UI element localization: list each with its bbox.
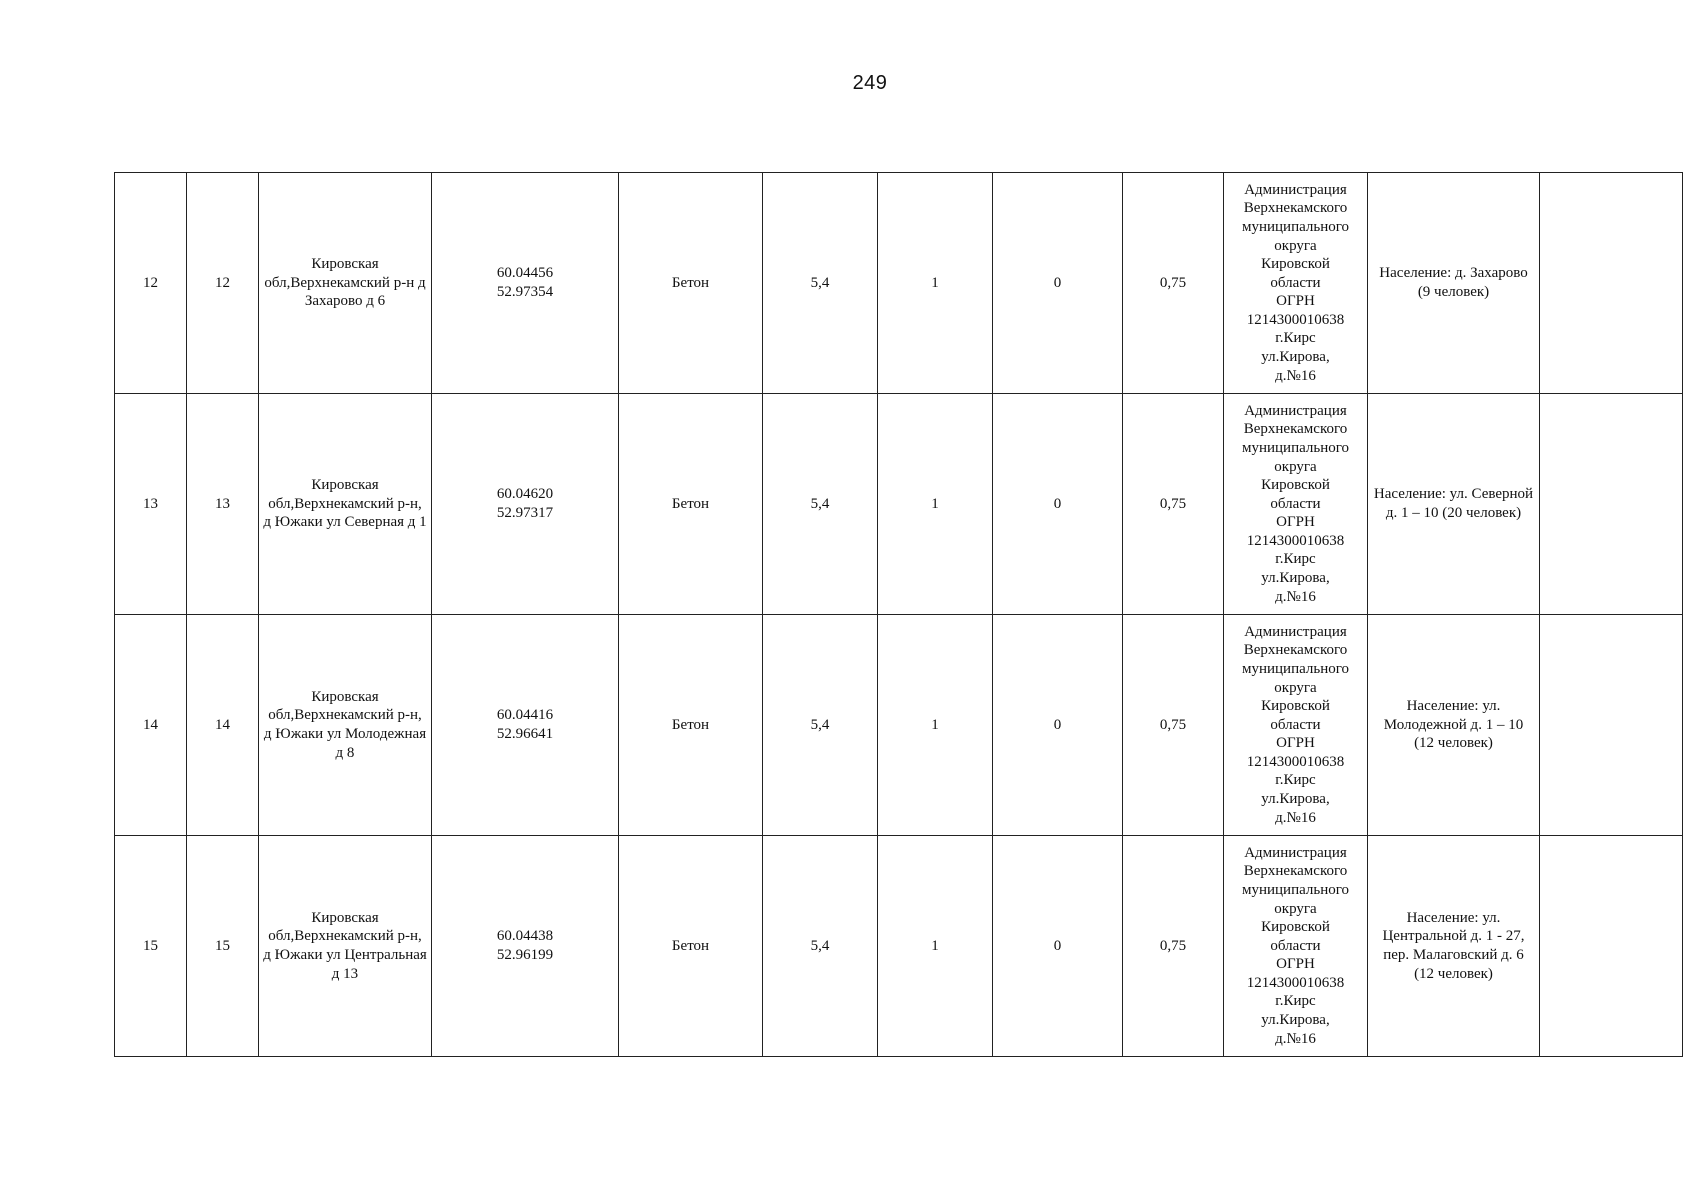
registry-number-cell: 14 [187,615,259,836]
area-cell: 5,4 [763,615,878,836]
row-number-cell: 15 [115,836,187,1057]
latitude: 60.04620 [496,486,554,503]
owner-line: Администрация [1244,844,1347,861]
planned-containers-cell: 0 [993,836,1123,1057]
registry-number-cell: 13 [187,394,259,615]
owner-line: округа [1274,679,1317,696]
coordinates-cell [432,615,619,836]
address-cell: Кировская обл,Верхнекамский р-н д Захарово д 6 [259,173,432,394]
owner-line: Верхнекамского [1243,642,1348,659]
longitude: 52.96199 [496,947,554,963]
owner-line: 1214300010638 [1246,753,1345,770]
owner-line: ул.Кирова, [1261,791,1330,808]
longitude: 52.97354 [496,284,554,300]
owner-line: муниципального [1241,660,1350,677]
planned-containers-cell: 0 [993,173,1123,394]
owner-line: Администрация [1244,181,1347,198]
owner-line: Верхнекамского [1243,421,1348,438]
row-number-cell: 14 [115,615,187,836]
latitude: 60.04438 [496,928,554,945]
planned-containers-cell: 0 [993,394,1123,615]
owner-line: Администрация [1244,623,1347,640]
owner-line: Верхнекамского [1243,200,1348,217]
longitude: 52.97317 [496,505,554,521]
volume-cell: 0,75 [1123,836,1224,1057]
latitude: 60.04416 [496,707,554,724]
owner-cell [1224,836,1368,1057]
owner-cell [1224,615,1368,836]
waste-sources-cell: Население: ул. Северной д. 1 – 10 (20 человек) [1368,394,1540,615]
address-cell: Кировская обл,Верхнекамский р-н, д Южаки ул Молодежная д 8 [259,615,432,836]
row-number-cell: 12 [115,173,187,394]
owner-line: области [1270,937,1321,954]
longitude: 52.96641 [496,726,554,742]
owner-line: Кировской [1261,698,1330,715]
containers-cell: 1 [878,615,993,836]
owner-line: ул.Кирова, [1261,570,1330,587]
surface-cell: Бетон [619,173,763,394]
waste-sources-cell: Население: д. Захарово (9 человек) [1368,173,1540,394]
notes-cell [1540,173,1683,394]
notes-cell [1540,394,1683,615]
owner-line: области [1270,495,1321,512]
containers-cell: 1 [878,394,993,615]
registry-number-cell: 12 [187,173,259,394]
owner-line: 1214300010638 [1246,311,1345,328]
planned-containers-cell: 0 [993,615,1123,836]
row-number-cell: 13 [115,394,187,615]
owner-line: округа [1274,458,1317,475]
table-row [115,394,1683,615]
owner-line: г.Кирс [1275,330,1316,347]
owner-cell [1224,394,1368,615]
containers-cell: 1 [878,173,993,394]
address-cell: Кировская обл,Верхнекамский р-н, д Южаки ул Северная д 1 [259,394,432,615]
page-number: 249 [852,72,888,94]
notes-cell [1540,615,1683,836]
owner-line: г.Кирс [1275,551,1316,568]
surface-cell: Бетон [619,615,763,836]
owner-line: области [1270,716,1321,733]
table-row [115,173,1683,394]
owner-line: Верхнекамского [1243,863,1348,880]
coordinates-cell [432,173,619,394]
containers-cell: 1 [878,836,993,1057]
owner-line: Кировской [1261,256,1330,273]
notes-cell [1540,836,1683,1057]
area-cell: 5,4 [763,173,878,394]
owner-line: 1214300010638 [1246,532,1345,549]
owner-line: 1214300010638 [1246,974,1345,991]
owner-line: ОГРН [1276,956,1315,973]
table-row [115,836,1683,1057]
owner-line: Кировской [1261,477,1330,494]
owner-line: д.№16 [1275,1030,1316,1047]
volume-cell: 0,75 [1123,173,1224,394]
owner-line: д.№16 [1275,809,1316,826]
owner-line: г.Кирс [1275,993,1316,1010]
owner-line: ул.Кирова, [1261,1012,1330,1029]
waste-sources-cell: Население: ул. Молодежной д. 1 – 10 (12 человек) [1368,615,1540,836]
coordinates-cell [432,836,619,1057]
owner-line: муниципального [1241,881,1350,898]
owner-line: ОГРН [1276,293,1315,310]
owner-line: Администрация [1244,402,1347,419]
owner-line: муниципального [1241,439,1350,456]
surface-cell: Бетон [619,836,763,1057]
volume-cell: 0,75 [1123,615,1224,836]
owner-line: области [1270,274,1321,291]
table-row [115,615,1683,836]
waste-sources-cell: Население: ул. Центральной д. 1 - 27, пер. Малаговский д. 6 (12 человек) [1368,836,1540,1057]
surface-cell: Бетон [619,394,763,615]
owner-line: округа [1274,237,1317,254]
owner-cell [1224,173,1368,394]
owner-line: д.№16 [1275,367,1316,384]
owner-line: ОГРН [1276,735,1315,752]
owner-line: ОГРН [1276,514,1315,531]
owner-line: Кировской [1261,919,1330,936]
owner-line: ул.Кирова, [1261,349,1330,366]
area-cell: 5,4 [763,836,878,1057]
owner-line: округа [1274,900,1317,917]
owner-line: д.№16 [1275,588,1316,605]
registry-number-cell: 15 [187,836,259,1057]
waste-site-registry-table [114,172,1683,1057]
owner-line: муниципального [1241,218,1350,235]
area-cell: 5,4 [763,394,878,615]
owner-line: г.Кирс [1275,772,1316,789]
volume-cell: 0,75 [1123,394,1224,615]
latitude: 60.04456 [496,265,554,282]
address-cell: Кировская обл,Верхнекамский р-н, д Южаки ул Центральная д 13 [259,836,432,1057]
coordinates-cell [432,394,619,615]
